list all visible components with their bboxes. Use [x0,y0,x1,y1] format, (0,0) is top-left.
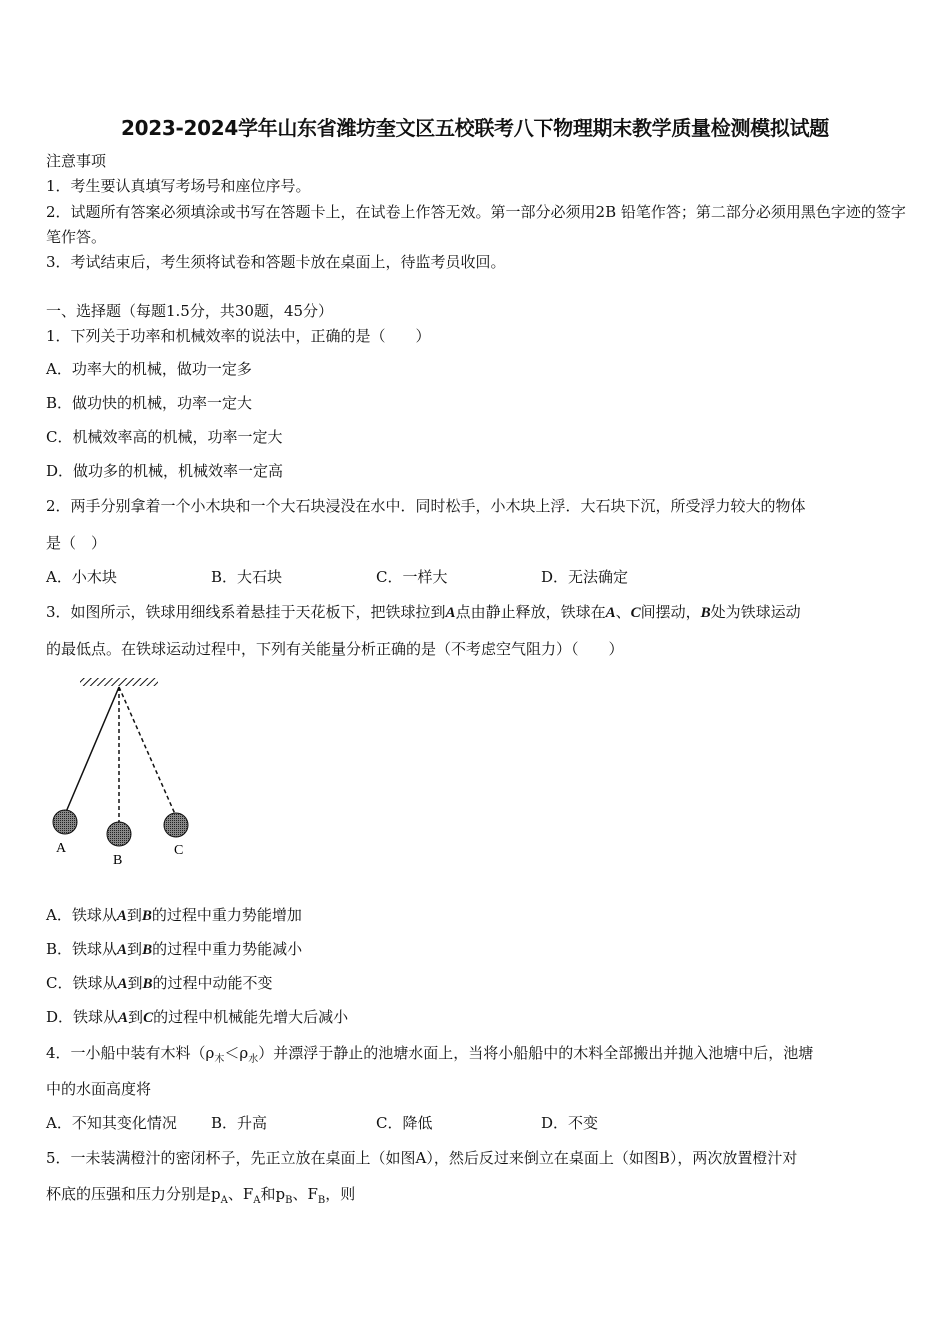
label-b: B [113,853,123,868]
q2-option-d: D．无法确定 [541,568,629,586]
q1-option-c: C．机械效率高的机械，功率一定大 [46,428,283,446]
q1-option-a: A．功率大的机械，做功一定多 [46,360,252,378]
label-c: C [174,843,184,858]
q5-stem-line1: 5．一未装满橙汁的密闭杯子，先正立放在桌面上（如图A），然后反过来倒立在桌面上（如图B），两次放置橙汁对 [46,1149,798,1167]
string-a [66,687,119,812]
q2-stem-line1: 2．两手分别拿着一个小木块和一个大石块浸没在水中．同时松手，小木块上浮．大石块下沉，所受浮力较大的物体 [46,497,806,515]
q2-stem-line2: 是（ ） [46,534,107,552]
q4-stem-line1: 4．一小船中装有木料$(\rho_木<\rho_水)$并漂浮于静止的池塘水面上，当将小船船中的木料全部搬出并抛入池塘中后，池塘 [46,1044,814,1065]
ball-b [107,822,131,846]
q2-option-c: C．一样大 [376,568,448,586]
notice-item-2: 2．试题所有答案必须填涂或书写在答题卡上，在试卷上作答无效。第一部分必须用2B 铅笔作答；第二部分必须用黑色字迹的签字笔作答。 [46,203,906,246]
q4-option-b: B．升高 [211,1114,268,1132]
q4-option-d: D．不变 [541,1114,599,1132]
q4-option-c: C．降低 [376,1114,433,1132]
ball-c [164,813,188,837]
q2-option-a: A．小木块 [46,568,117,586]
ball-a [53,810,77,834]
notice-item-3: 3．考试结束后，考生须将试卷和答题卡放在桌面上，待监考员收回。 [46,253,506,271]
q2-option-b: B．大石块 [211,568,283,586]
q1-option-d: D．做功多的机械，机械效率一定高 [46,462,284,480]
q3-option-a: A．铁球从A到B的过程中重力势能增加 [46,906,302,924]
pendulum-figure [40,672,210,872]
notice-item-1: 1．考生要认真填写考场号和座位序号。 [46,177,311,195]
q3-option-c: C．铁球从A到B的过程中动能不变 [46,974,273,992]
section-heading: 一、选择题（每题1.5分，共30题，45分） [46,302,334,320]
q3-stem-line1: 3．如图所示，铁球用细线系着悬挂于天花板下，把铁球拉到A点由静止释放，铁球在A、C间摆动，B处为铁球运动 [46,603,801,621]
ceiling [80,678,158,686]
q4-option-a: A．不知其变化情况 [46,1114,177,1132]
string-c [119,687,175,814]
q1-stem: 1．下列关于功率和机械效率的说法中，正确的是（ ） [46,327,431,345]
q3-stem-line2: 的最低点。在铁球运动过程中，下列有关能量分析正确的是（不考虑空气阻力）（ ） [46,640,624,658]
q5-stem-line2: 杯底的压强和压力分别是$p_A$、$F_A$和$p_B$、$F_B$，则 [46,1185,356,1206]
q1-option-b: B．做功快的机械，功率一定大 [46,394,253,412]
q3-option-b: B．铁球从A到B的过程中重力势能减小 [46,940,303,958]
notice-heading: 注意事项 [46,152,107,170]
q3-option-d: D．铁球从A到C的过程中机械能先增大后减小 [46,1008,349,1026]
page-title: 2023-2024学年山东省潍坊奎文区五校联考八下物理期末教学质量检测模拟试题 [121,116,829,140]
label-a: A [56,841,67,856]
q4-stem-line2: 中的水面高度将 [46,1080,152,1098]
